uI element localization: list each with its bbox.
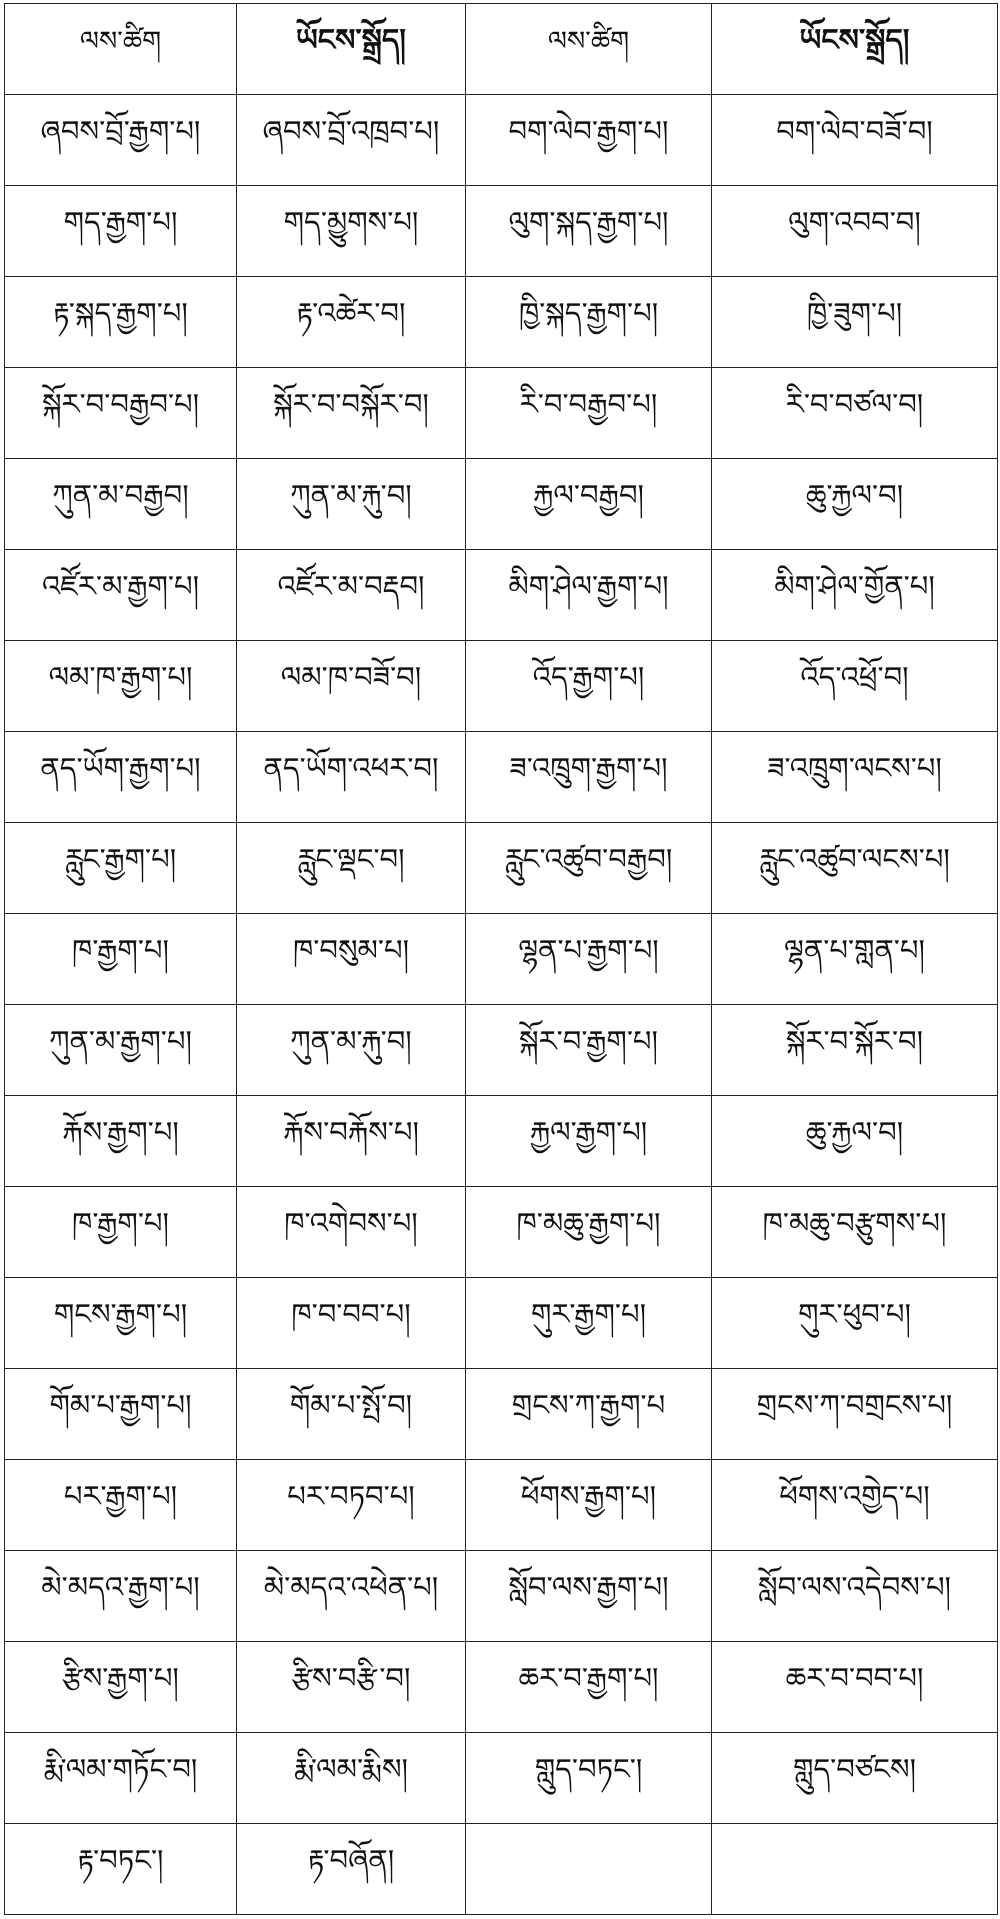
verb-cell: མིག་ཤེལ་རྒྱག་པ། — [466, 550, 712, 641]
table-row — [5, 95, 998, 186]
table-row — [5, 1278, 998, 1369]
table-row — [5, 914, 998, 1005]
honorific-cell: གླུད་བཙངས། — [712, 1733, 998, 1824]
verb-cell: འཛོར་མ་རྒྱག་པ། — [5, 550, 237, 641]
honorific-cell: མེ་མདའ་འཕེན་པ། — [237, 1551, 466, 1642]
table-row — [5, 550, 998, 641]
table-row — [5, 641, 998, 732]
table-row — [5, 732, 998, 823]
honorific-cell: ཁ་མཆུ་བརྩུགས་པ། — [712, 1187, 998, 1278]
honorific-cell: འོད་འཕྲོ་བ། — [712, 641, 998, 732]
verb-cell: བག་ལེབ་རྒྱག་པ། — [466, 95, 712, 186]
honorific-cell: རི་བ་བཙལ་བ། — [712, 368, 998, 459]
honorific-cell — [712, 1824, 998, 1915]
verb-cell: ཀུན་མ་བརྒྱབ། — [5, 459, 237, 550]
table-row — [5, 1187, 998, 1278]
verb-cell: གུར་རྒྱག་པ། — [466, 1278, 712, 1369]
verb-cell: གོམ་པ་རྒྱག་པ། — [5, 1369, 237, 1460]
honorific-cell: རྟ་བཞོན། — [237, 1824, 466, 1915]
table-row — [5, 1824, 998, 1915]
honorific-cell: ཞབས་བྲོ་འཁྲབ་པ། — [237, 95, 466, 186]
verb-cell: སློབ་ལས་རྒྱག་པ། — [466, 1551, 712, 1642]
verb-cell: ཆར་བ་རྒྱག་པ། — [466, 1642, 712, 1733]
honorific-cell: ཀུན་མ་རྐུ་བ། — [237, 459, 466, 550]
honorific-cell: རྩིས་བརྩི་བ། — [237, 1642, 466, 1733]
verb-cell: རྟ་སྐད་རྒྱག་པ། — [5, 277, 237, 368]
honorific-cell: ལྷན་པ་གླན་པ། — [712, 914, 998, 1005]
verb-cell: སྐོར་བ་བརྒྱབ་པ། — [5, 368, 237, 459]
honorific-cell: ཁ་བསུམ་པ། — [237, 914, 466, 1005]
honorific-cell: ལམ་ཁ་བཟོ་བ། — [237, 641, 466, 732]
honorific-cell: རྨི་ལམ་རྨིས། — [237, 1733, 466, 1824]
table-row — [5, 1733, 998, 1824]
honorific-cell: སློབ་ལས་འདེབས་པ། — [712, 1551, 998, 1642]
verb-cell: ལམ་ཁ་རྒྱག་པ། — [5, 641, 237, 732]
honorific-cell: མིག་ཤེལ་གྱོན་པ། — [712, 550, 998, 641]
honorific-cell: ཆུ་རྐྱལ་བ། — [712, 459, 998, 550]
verb-cell: རྐྱལ་བརྒྱབ། — [466, 459, 712, 550]
verb-cell: གྲངས་ཀ་རྒྱག་པ — [466, 1369, 712, 1460]
honorific-cell: ཀུན་མ་རྐུ་བ། — [237, 1005, 466, 1096]
table-row — [5, 277, 998, 368]
header-honorific-col-2: ཡོངས་སྒྲོད། — [712, 4, 998, 95]
honorific-cell: སྐོར་བ་བསྐོར་བ། — [237, 368, 466, 459]
verb-cell: རླུང་རྒྱག་པ། — [5, 823, 237, 914]
verb-cell: རྩིས་རྒྱག་པ། — [5, 1642, 237, 1733]
verb-cell: ཁ་མཆུ་རྒྱག་པ། — [466, 1187, 712, 1278]
table-row — [5, 459, 998, 550]
table-row — [5, 368, 998, 459]
verb-cell: ཞབས་བྲོ་རྒྱག་པ། — [5, 95, 237, 186]
verb-cell: ཁྱི་སྐད་རྒྱག་པ། — [466, 277, 712, 368]
honorific-cell: རྐོས་བརྐོས་པ། — [237, 1096, 466, 1187]
verb-cell: ལྷན་པ་རྒྱག་པ། — [466, 914, 712, 1005]
honorific-cell: པར་བཏབ་པ། — [237, 1460, 466, 1551]
honorific-cell: འཛོར་མ་བརྡབ། — [237, 550, 466, 641]
verb-cell: སྐོར་བ་རྒྱག་པ། — [466, 1005, 712, 1096]
verb-cell: ནད་ཡོག་རྒྱག་པ། — [5, 732, 237, 823]
table-row — [5, 1369, 998, 1460]
table-row — [5, 823, 998, 914]
verb-cell: རི་བ་བརྒྱབ་པ། — [466, 368, 712, 459]
verb-cell: ཁ་རྒྱག་པ། — [5, 914, 237, 1005]
honorific-cell: གྲངས་ཀ་བགྲངས་པ། — [712, 1369, 998, 1460]
honorific-cell: གད་མྱུགས་པ། — [237, 186, 466, 277]
verb-honorific-table — [4, 3, 998, 1915]
honorific-cell: སྐོར་བ་སྐོར་བ། — [712, 1005, 998, 1096]
verb-cell: གད་རྒྱག་པ། — [5, 186, 237, 277]
verb-cell: རྐྱལ་རྒྱག་པ། — [466, 1096, 712, 1187]
honorific-cell: ཆར་བ་བབ་པ། — [712, 1642, 998, 1733]
header-honorific-col-1: ཡོངས་སྒྲོད། — [237, 4, 466, 95]
honorific-cell: ཁ་འགེབས་པ། — [237, 1187, 466, 1278]
verb-cell — [466, 1824, 712, 1915]
honorific-cell: རླུང་ལྡང་བ། — [237, 823, 466, 914]
honorific-cell: ནད་ཡོག་འཕར་བ། — [237, 732, 466, 823]
honorific-cell: ཆུ་རྐྱལ་བ། — [712, 1096, 998, 1187]
honorific-cell: བག་ལེབ་བཟོ་བ། — [712, 95, 998, 186]
verb-cell: ཁ་རྒྱག་པ། — [5, 1187, 237, 1278]
verb-cell: གླུད་བཏང་། — [466, 1733, 712, 1824]
honorific-cell: རྟ་འཚེར་བ། — [237, 277, 466, 368]
verb-cell: ཀུན་མ་རྒྱག་པ། — [5, 1005, 237, 1096]
honorific-cell: ཁྱི་ཟུག་པ། — [712, 277, 998, 368]
table-row — [5, 1551, 998, 1642]
verb-cell: རྐོས་རྒྱག་པ། — [5, 1096, 237, 1187]
honorific-cell: ཕོགས་འགྱེད་པ། — [712, 1460, 998, 1551]
verb-table-container — [4, 3, 997, 1914]
honorific-cell: གུར་ཕུབ་པ། — [712, 1278, 998, 1369]
honorific-cell: རླུང་འཚུབ་ལངས་པ། — [712, 823, 998, 914]
verb-cell: མེ་མདའ་རྒྱག་པ། — [5, 1551, 237, 1642]
verb-cell: རྟ་བཏང་། — [5, 1824, 237, 1915]
verb-cell: ཟ་འཁྲུག་རྒྱག་པ། — [466, 732, 712, 823]
honorific-cell: ལུག་འབབ་བ། — [712, 186, 998, 277]
table-row — [5, 1005, 998, 1096]
verb-cell: ཕོགས་རྒྱག་པ། — [466, 1460, 712, 1551]
header-verb-col-1: ལས་ཚིག — [5, 4, 237, 95]
verb-cell: ལུག་སྐད་རྒྱག་པ། — [466, 186, 712, 277]
table-row — [5, 186, 998, 277]
verb-cell: པར་རྒྱག་པ། — [5, 1460, 237, 1551]
honorific-cell: ཁ་བ་བབ་པ། — [237, 1278, 466, 1369]
verb-cell: འོད་རྒྱག་པ། — [466, 641, 712, 732]
verb-cell: གངས་རྒྱག་པ། — [5, 1278, 237, 1369]
verb-cell: རྨི་ལམ་གཏོང་བ། — [5, 1733, 237, 1824]
honorific-cell: ཟ་འཁྲུག་ལངས་པ། — [712, 732, 998, 823]
table-row — [5, 1460, 998, 1551]
honorific-cell: གོམ་པ་སྤོ་བ། — [237, 1369, 466, 1460]
header-verb-col-2: ལས་ཚིག — [466, 4, 712, 95]
table-row — [5, 1642, 998, 1733]
table-row — [5, 1096, 998, 1187]
verb-cell: རླུང་འཚུབ་བརྒྱབ། — [466, 823, 712, 914]
table-header-row — [5, 4, 998, 95]
